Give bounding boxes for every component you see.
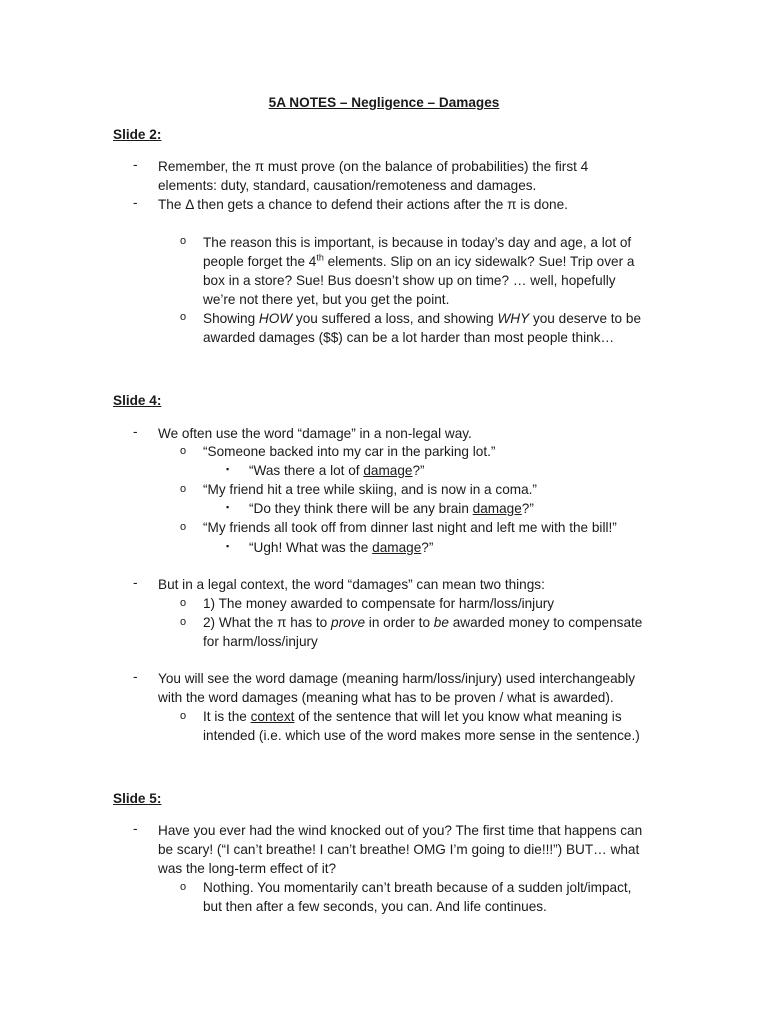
slide-4-point-3-line-1: You will see the word damage (meaning harm/loss/injury) used interchangeably bbox=[158, 671, 636, 686]
slide-4-example-1-question: “Was there a lot of damage?” bbox=[249, 463, 425, 478]
slide-4-point-1: We often use the word “damage” in a non-legal way. bbox=[158, 426, 472, 441]
slide-5-heading: Slide 5: bbox=[113, 791, 162, 806]
slide-2-point-1-line-2: elements: duty, standard, causation/remoteness and damages. bbox=[158, 178, 537, 193]
dash-bullet: - bbox=[133, 424, 138, 439]
circle-bullet: o bbox=[180, 710, 187, 722]
slide-5-answer-line-1: Nothing. You momentarily can’t breath because of a sudden jolt/impact, bbox=[203, 880, 632, 895]
slide-5-point-1-line-1: Have you ever had the wind knocked out of you? The first time that happens can bbox=[158, 823, 643, 838]
slide-4-meaning-2-line-1: 2) What the π has to prove in order to be awarded money to compensate bbox=[203, 615, 643, 630]
slide-4-context-line-2: intended (i.e. which use of the word makes more sense in the sentence.) bbox=[203, 728, 640, 743]
circle-bullet: o bbox=[180, 616, 187, 628]
slide-2-heading: Slide 2: bbox=[113, 127, 162, 142]
slide-4-meaning-2-line-2: for harm/loss/injury bbox=[203, 634, 318, 649]
circle-bullet: o bbox=[180, 445, 187, 457]
circle-bullet: o bbox=[180, 881, 187, 893]
slide-4-example-3: “My friends all took off from dinner last night and left me with the bill!” bbox=[203, 520, 617, 535]
slide-4-example-2: “My friend hit a tree while skiing, and is now in a coma.” bbox=[203, 482, 537, 497]
document-title: 5A NOTES – Negligence – Damages bbox=[268, 95, 500, 110]
slide-5-answer-line-2: but then after a few seconds, you can. And life continues. bbox=[203, 899, 547, 914]
slide-2-sub-1-line-4: we’re not there yet, but you get the point. bbox=[203, 292, 450, 307]
slide-2-point-1-line-1: Remember, the π must prove (on the balance of probabilities) the first 4 bbox=[158, 159, 589, 174]
circle-bullet: o bbox=[180, 483, 187, 495]
slide-2-point-2: The Δ then gets a chance to defend their actions after the π is done. bbox=[158, 197, 568, 212]
slide-2-sub-2-line-2: awarded damages ($$) can be a lot harder than most people think… bbox=[203, 330, 615, 345]
circle-bullet: o bbox=[180, 521, 187, 533]
slide-4-point-3-line-2: with the word damages (meaning what has to be proven / what is awarded). bbox=[158, 690, 614, 705]
dash-bullet: - bbox=[133, 195, 138, 210]
slide-4-example-3-question: “Ugh! What was the damage?” bbox=[249, 540, 434, 555]
slide-4-context-line-1: It is the context of the sentence that will let you know what meaning is bbox=[203, 709, 622, 724]
slide-2-sub-1-line-2: people forget the 4th elements. Slip on an icy sidewalk? Sue! Trip over a bbox=[203, 252, 635, 269]
circle-bullet: o bbox=[180, 597, 187, 609]
slide-2-sub-1-line-3: box in a store? Sue! Bus doesn’t show up on time? … well, hopefully bbox=[203, 273, 616, 288]
square-bullet: ▪ bbox=[226, 502, 230, 512]
slide-4-meaning-1: 1) The money awarded to compensate for harm/loss/injury bbox=[203, 596, 555, 611]
slide-4-example-1: “Someone backed into my car in the parking lot.” bbox=[203, 444, 496, 459]
slide-4-heading: Slide 4: bbox=[113, 393, 162, 408]
square-bullet: ▪ bbox=[226, 541, 230, 551]
slide-2-sub-1-line-1: The reason this is important, is because in today’s day and age, a lot of bbox=[203, 235, 632, 250]
dash-bullet: - bbox=[133, 157, 138, 172]
square-bullet: ▪ bbox=[226, 464, 230, 474]
slide-2-sub-2-line-1: Showing HOW you suffered a loss, and showing WHY you deserve to be bbox=[203, 311, 642, 326]
slide-4-point-2: But in a legal context, the word “damages” can mean two things: bbox=[158, 577, 545, 592]
circle-bullet: o bbox=[180, 235, 187, 247]
dash-bullet: - bbox=[133, 575, 138, 590]
dash-bullet: - bbox=[133, 821, 138, 836]
slide-5-point-1-line-2: be scary! (“I can’t breathe! I can’t breathe! OMG I’m going to die!!!”) BUT… what bbox=[158, 842, 640, 857]
circle-bullet: o bbox=[180, 311, 187, 323]
slide-4-example-2-question: “Do they think there will be any brain damage?” bbox=[249, 501, 534, 516]
slide-5-point-1-line-3: was the long-term effect of it? bbox=[158, 861, 337, 876]
dash-bullet: - bbox=[133, 669, 138, 684]
